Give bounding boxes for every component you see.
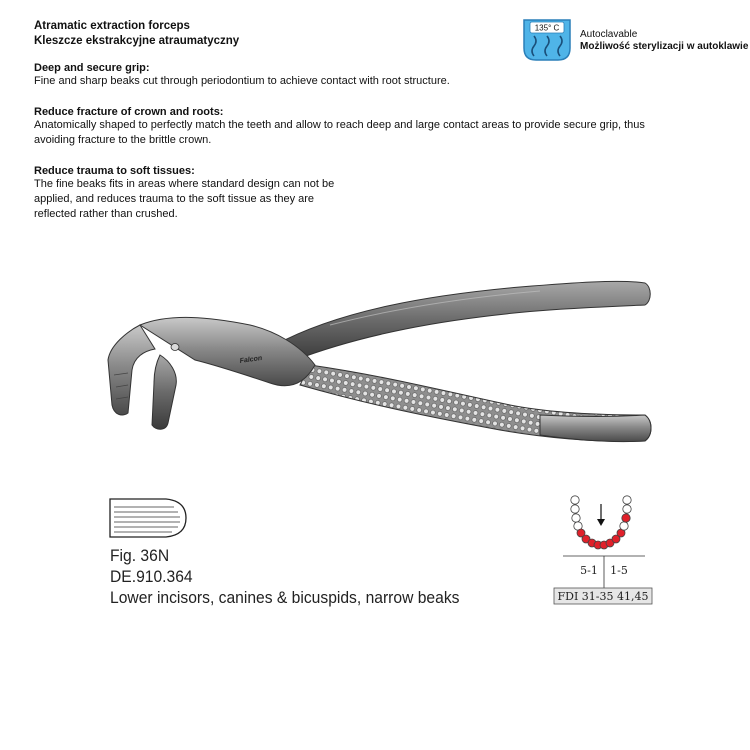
section-text: Fine and sharp beaks cut through periodontium to achieve contact with root structure. <box>34 75 450 87</box>
product-title-pl: Kleszcze ekstrakcyjne atraumatyczny <box>34 35 240 47</box>
section-text: The fine beaks fits in areas where standard design can not be <box>34 178 335 190</box>
figure-description: Lower incisors, canines & bicuspids, narrow beaks <box>110 588 460 607</box>
figure-caption <box>110 545 459 608</box>
autoclave-temperature: 135° C <box>534 23 560 33</box>
article-number: DE.910.364 <box>110 567 193 586</box>
section-text: avoiding fracture to the brittle crown. <box>34 134 212 146</box>
feature-section-fracture <box>34 106 645 148</box>
forceps-image <box>100 265 660 475</box>
beak-profile-image <box>108 497 188 539</box>
autoclave-label <box>580 29 748 53</box>
autoclave-label-en: Autoclavable <box>580 29 638 40</box>
product-title-en: Atramatic extraction forceps <box>34 20 190 32</box>
section-text: applied, and reduces trauma to the soft tissue as they are <box>34 193 315 205</box>
fdi-label: FDI 31-35 41,45 <box>557 590 649 603</box>
feature-section-trauma <box>34 165 334 222</box>
left-range-label: 5-1 <box>580 564 598 577</box>
section-text: reflected rather than crushed. <box>34 208 178 220</box>
section-heading: Reduce fracture of crown and roots: <box>34 106 224 118</box>
section-heading: Reduce trauma to soft tissues: <box>34 165 195 177</box>
feature-section-grip <box>34 62 450 89</box>
autoclave-label-pl: Możliwość sterylizacji w autoklawie <box>580 41 749 52</box>
section-heading: Deep and secure grip: <box>34 62 150 74</box>
autoclave-icon <box>522 18 572 62</box>
brand-logo: Falcon <box>239 354 263 365</box>
right-range-label: 1-5 <box>610 564 628 577</box>
figure-label: Fig. 36N <box>110 546 170 565</box>
tooth-chart-diagram <box>545 492 655 612</box>
section-text: Anatomically shaped to perfectly match the teeth and allow to reach deep and large contact areas to provide secure grip, thus <box>34 119 645 131</box>
